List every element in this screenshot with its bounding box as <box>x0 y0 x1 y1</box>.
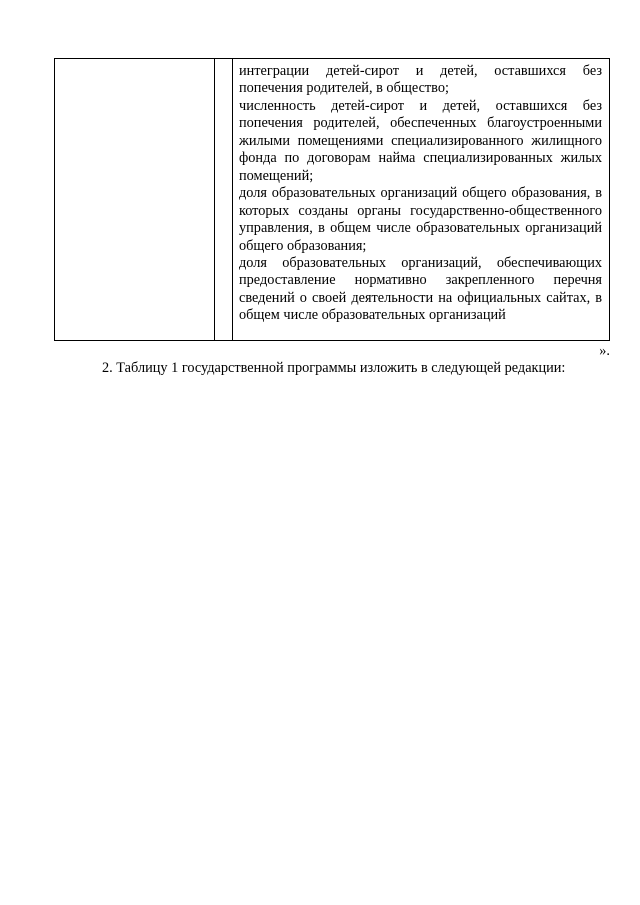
table-column-divider <box>232 59 233 340</box>
body-paragraph: 2. Таблицу 1 государственной программы изложить в следующей редакции: <box>102 360 566 376</box>
program-table-fragment <box>54 58 610 341</box>
indicators-cell <box>239 63 602 325</box>
table-border-left <box>54 59 55 340</box>
table-column-divider <box>214 59 215 340</box>
closing-quote: ». <box>599 343 610 359</box>
indicator-text: доля образовательных организаций общего образования, в которых созданы органы государственно-общественного управления, в общем числе образовательных организаций общего образования; <box>239 185 602 254</box>
indicator-text: интеграции детей-сирот и детей, оставшихся без попечения родителей, в общество; <box>239 63 602 97</box>
indicator-text: численность детей-сирот и детей, оставшихся без попечения родителей, обеспеченных благоустроенными жилыми помещениями специализированного жилищного фонда по договорам найма специализированных жилых помещений; <box>239 97 602 184</box>
indicator-text: доля образовательных организаций, обеспечивающих предоставление нормативно закрепленного перечня сведений о своей деятельности на официальных сайтах, в общем числе образовательных организаций <box>239 254 602 324</box>
table-border-right <box>609 59 610 340</box>
